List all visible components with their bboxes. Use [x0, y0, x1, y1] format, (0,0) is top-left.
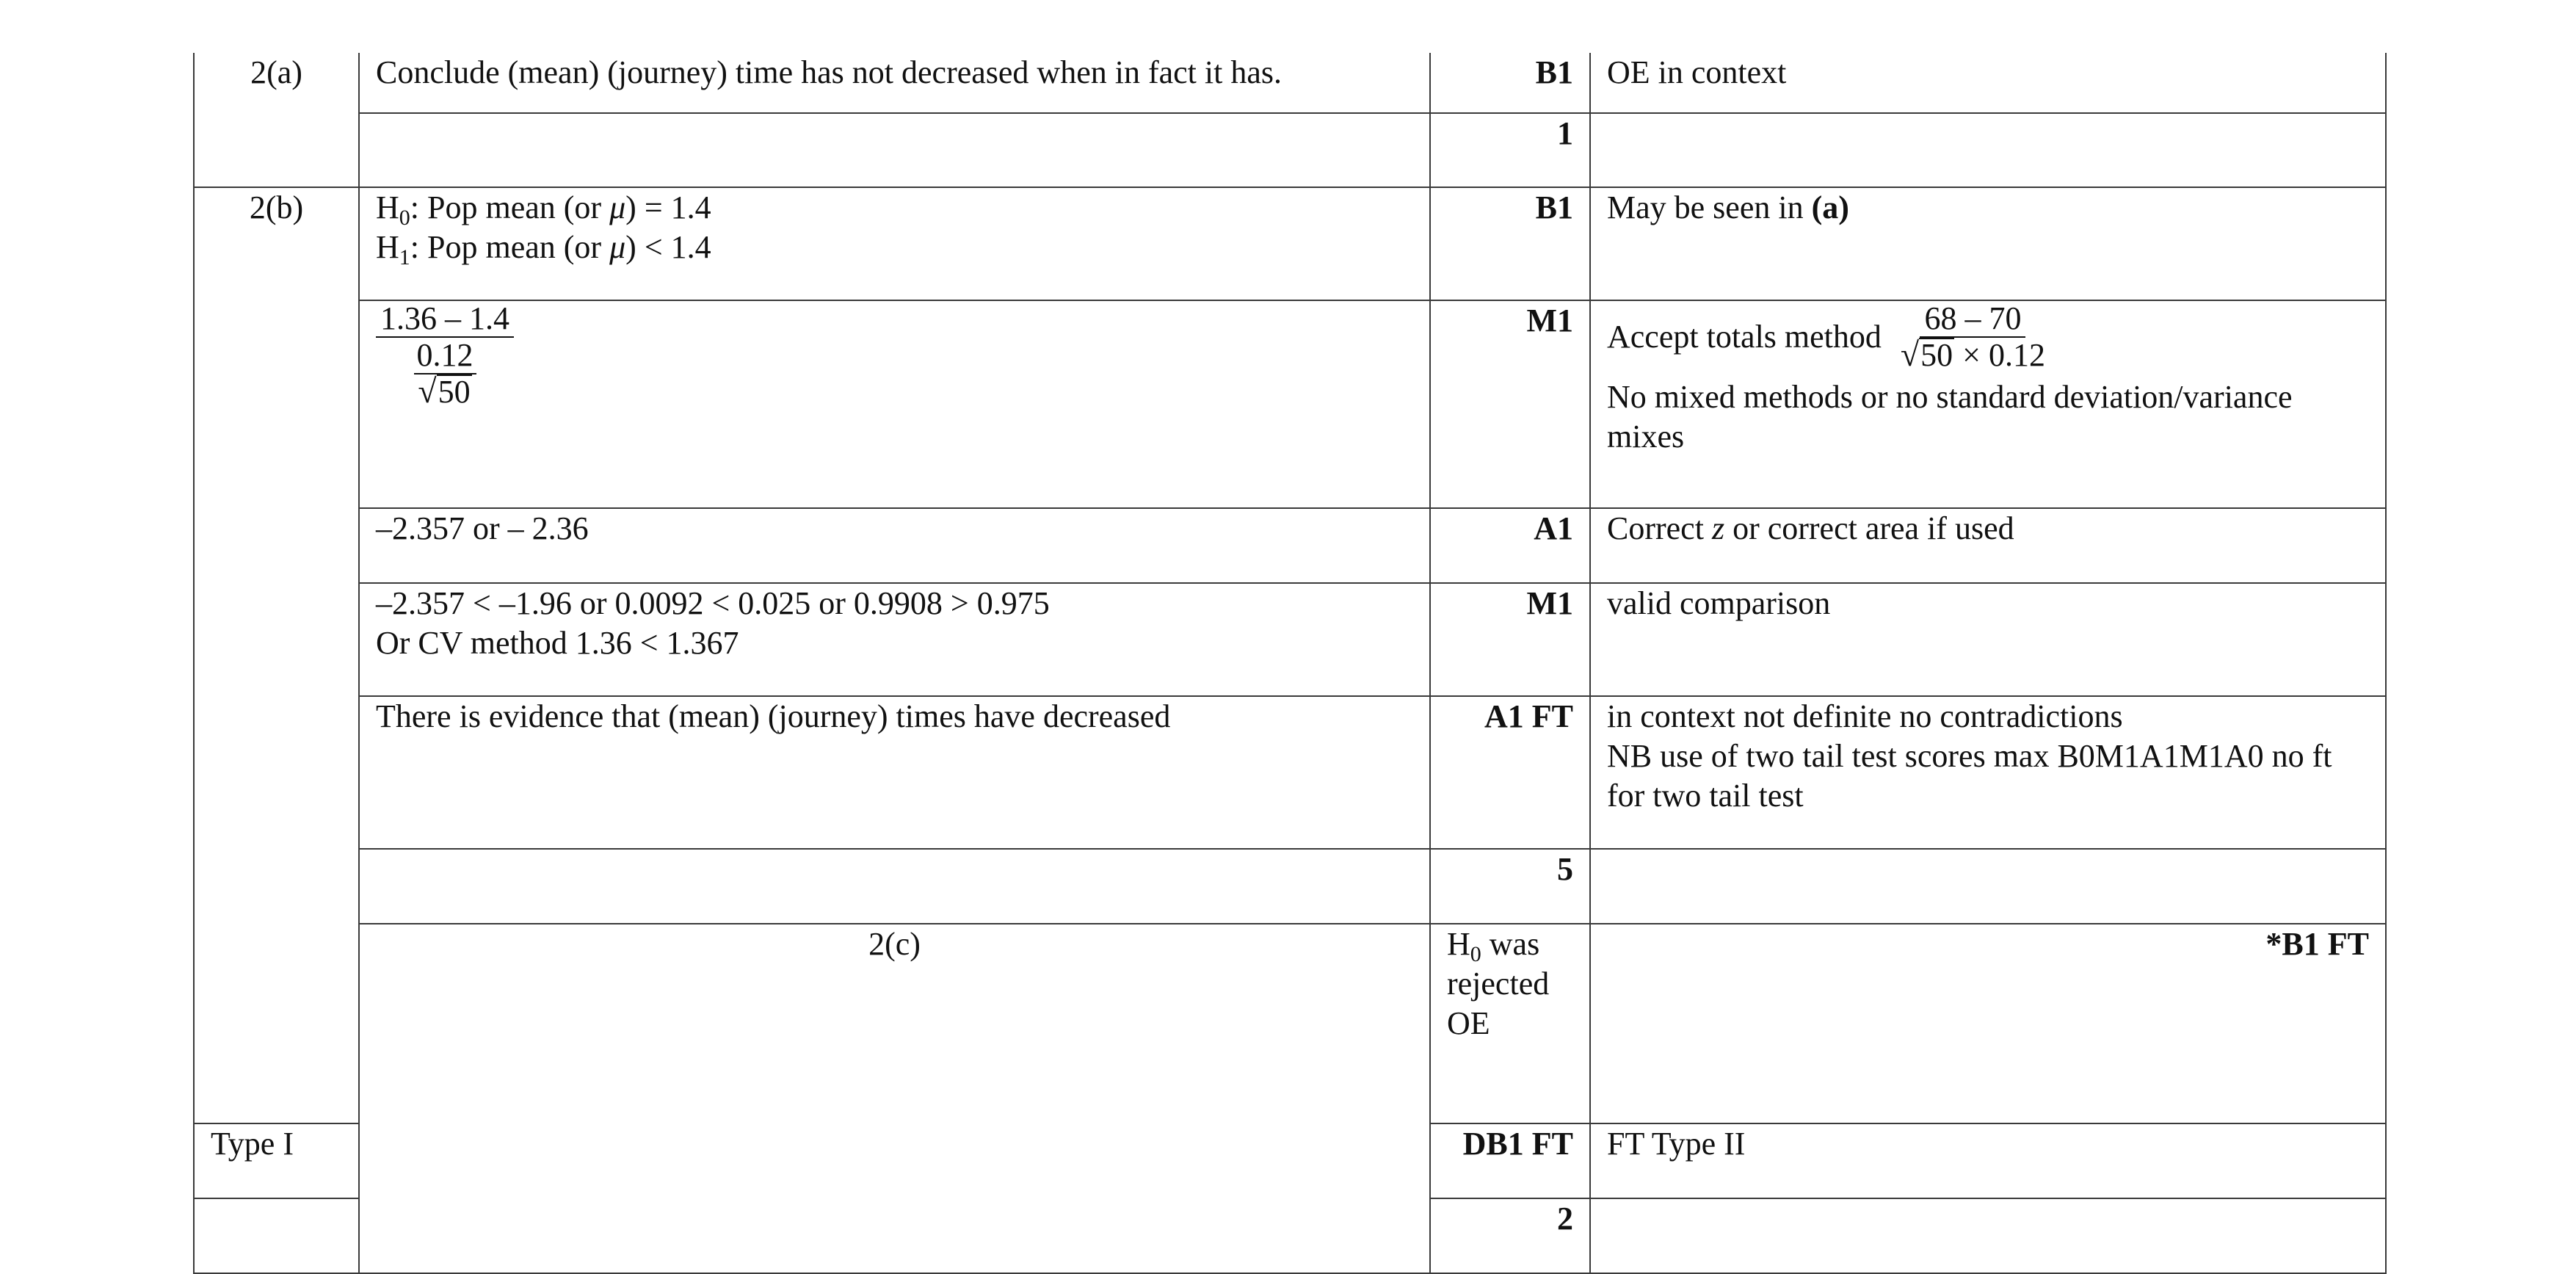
guidance-cell: OE in context: [1590, 53, 2386, 113]
guidance-cell: May be seen in (a): [1590, 187, 2386, 300]
guidance-cell: [1590, 696, 2386, 849]
question-number: 2(b): [194, 187, 359, 1123]
total-mark: 1: [1430, 113, 1590, 187]
answer-cell: [359, 113, 1430, 187]
table-row: [194, 113, 2386, 187]
null-hypothesis: $H_0$: Pop mean (or μ) = 1.4: [376, 189, 711, 230]
question-number: 2(c): [359, 924, 1430, 1273]
guidance-cell: [1590, 849, 2386, 924]
guidance-note: No mixed methods or no standard deviation/variance mixes: [1607, 379, 2293, 455]
guidance-cell: Correct z or correct area if used: [1590, 508, 2386, 583]
answer-cell: [359, 300, 1430, 508]
table-row: [194, 53, 2386, 113]
mark-cell: DB1 FT: [1430, 1123, 1590, 1198]
answer-cell: [194, 1198, 359, 1273]
test-statistic-fraction: 1.36 – 1.4 0.12 √ 50: [376, 301, 514, 408]
table-row: [194, 924, 2386, 1123]
table-row: [194, 508, 2386, 583]
answer-cell: [359, 53, 1430, 113]
mark-cell: B1: [1430, 187, 1590, 300]
mark-cell: B1: [1430, 53, 1590, 113]
answer-cell: $H_0$ was rejected OE: [1430, 924, 1590, 1123]
guidance-cell: [1590, 113, 2386, 187]
guidance-cell: valid comparison: [1590, 583, 2386, 696]
table-row: [194, 849, 2386, 924]
guidance-cell: [1590, 300, 2386, 508]
table-row: [194, 187, 2386, 300]
mark-cell: A1 FT: [1430, 696, 1590, 849]
cv-method-line: Or CV method 1.36 < 1.367: [376, 625, 739, 661]
answer-cell: Type I: [194, 1123, 359, 1198]
mark-cell: M1: [1430, 583, 1590, 696]
mark-cell: *B1 FT: [1590, 924, 2386, 1123]
mark-scheme-table: [193, 53, 2387, 1274]
guidance-note: NB use of two tail test scores max B0M1A1M1A0 no ft for two tail test: [1607, 738, 2332, 814]
totals-method: Accept totals method 68 – 70 √ 50 × 0.12: [1607, 300, 2045, 373]
answer-cell: There is evidence that (mean) (journey) times have decreased: [359, 696, 1430, 849]
comparison-line: –2.357 < –1.96 or 0.0092 < 0.025 or 0.9908 > 0.975: [376, 585, 1050, 621]
table-row: [194, 696, 2386, 849]
answer-cell: [359, 187, 1430, 300]
total-mark: 2: [1430, 1198, 1590, 1273]
mark-cell: M1: [1430, 300, 1590, 508]
guidance-cell: FT Type II: [1590, 1123, 2386, 1198]
guidance-cell: [1590, 1198, 2386, 1273]
table-row: [194, 300, 2386, 508]
answer-text: Conclude (mean) (journey) time has not decreased when in fact it has.: [376, 54, 1282, 90]
alternative-hypothesis: $H_1$: Pop mean (or μ) < 1.4: [376, 229, 711, 269]
question-number: 2(a): [194, 53, 359, 187]
table-row: [194, 583, 2386, 696]
total-mark: 5: [1430, 849, 1590, 924]
answer-cell: [359, 849, 1430, 924]
guidance-note: in context not definite no contradictions: [1607, 698, 2123, 734]
mark-cell: A1: [1430, 508, 1590, 583]
answer-cell: –2.357 or – 2.36: [359, 508, 1430, 583]
answer-cell: [359, 583, 1430, 696]
